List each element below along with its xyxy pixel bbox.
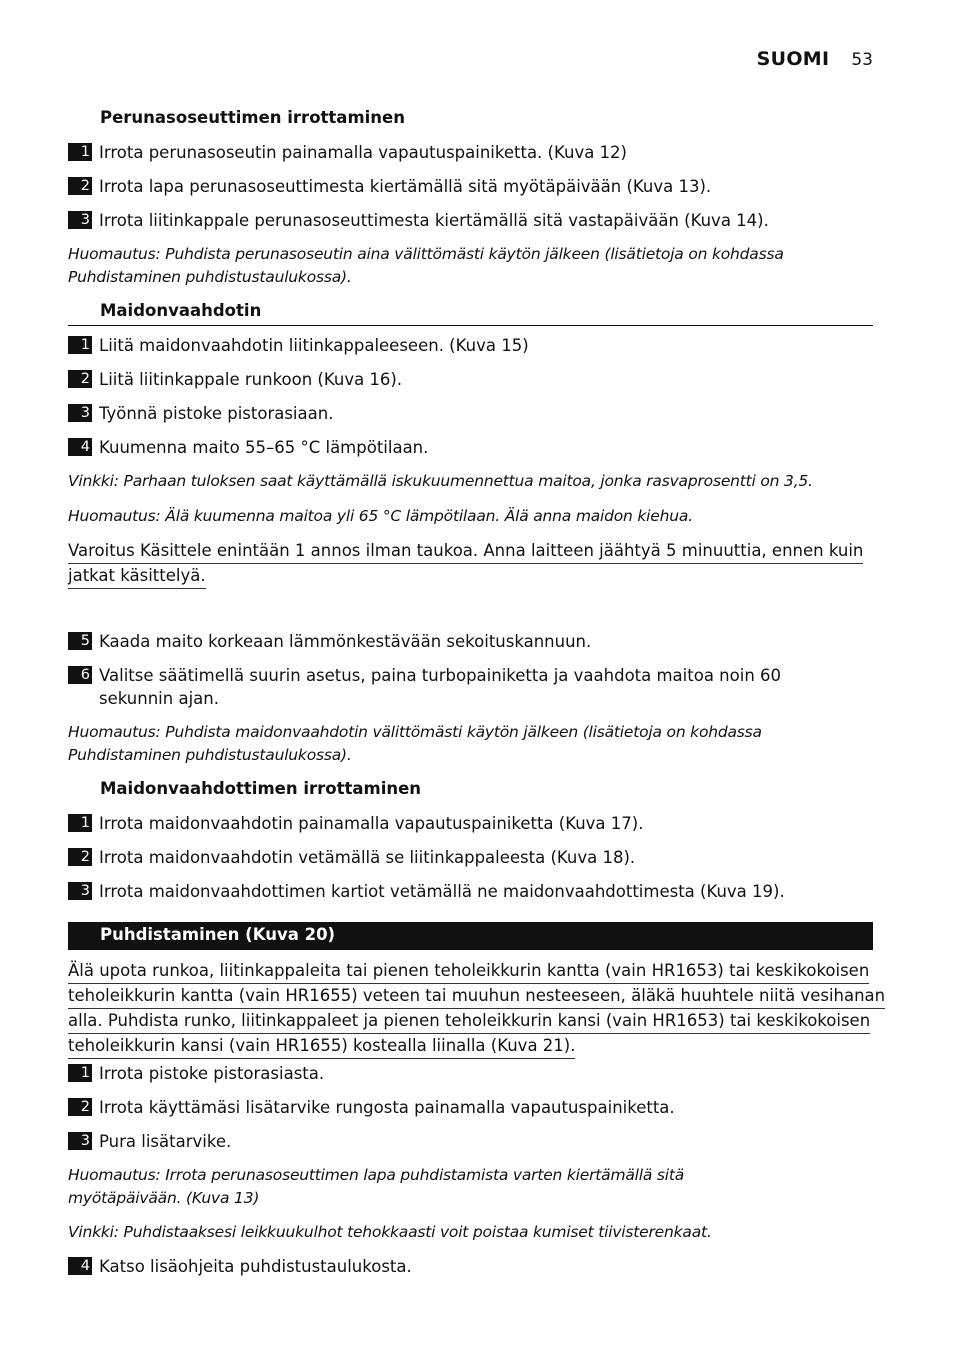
section-heading-potato-masher-removal: Perunasoseuttimen irrottaminen	[100, 108, 405, 127]
page-number: 53	[851, 50, 873, 70]
step-item	[68, 846, 873, 869]
step-text: Irrota käyttämäsi lisätarvike rungosta painamalla vapautuspainiketta.	[99, 1098, 675, 1117]
step-item	[68, 1130, 873, 1153]
step-text: Irrota maidonvaahdottimen kartiot vetämällä ne maidonvaahdottimesta (Kuva 19).	[99, 882, 785, 901]
note-text: Huomautus: Puhdista perunasoseutin aina välittömästi käytön jälkeen (lisätietoja on kohdassa Puhdistaminen puhdistustaulukossa).	[68, 245, 784, 286]
caution-line: teholeikkurin kansi (vain HR1655) kostealla liinalla (Kuva 21).	[68, 1034, 885, 1059]
warning-line: Varoitus Käsittele enintään 1 annos ilman taukoa. Anna laitteen jäähtyä 5 minuuttia, ennen kuin	[68, 539, 863, 564]
step-number: 1	[68, 1064, 92, 1082]
step-text: Irrota lapa perunasoseuttimesta kiertämällä sitä myötäpäivään (Kuva 13).	[99, 177, 712, 196]
step-text: Irrota maidonvaahdotin painamalla vapautuspainiketta (Kuva 17).	[99, 814, 644, 833]
step-text: Valitse säätimellä suurin asetus, paina turbopainiketta ja vaahdota maitoa noin 60 sekunnin ajan.	[99, 666, 782, 708]
step-item	[68, 664, 873, 710]
step-number: 3	[68, 1132, 92, 1150]
step-number: 3	[68, 882, 92, 900]
step-number: 5	[68, 632, 92, 650]
step-number: 3	[68, 211, 92, 229]
caution-text	[68, 959, 885, 1059]
step-text: Liitä liitinkappale runkoon (Kuva 16).	[99, 370, 403, 389]
step-text: Liitä maidonvaahdotin liitinkappaleeseen. (Kuva 15)	[99, 336, 529, 355]
step-text: Pura lisätarvike.	[99, 1132, 232, 1151]
step-item	[68, 368, 873, 391]
step-item	[68, 334, 873, 357]
step-text: Irrota pistoke pistorasiasta.	[99, 1064, 325, 1083]
step-item	[68, 436, 873, 459]
section-heading-text: Puhdistaminen (Kuva 20)	[100, 925, 336, 944]
step-number: 1	[68, 143, 92, 161]
step-text: Katso lisäohjeita puhdistustaulukosta.	[99, 1257, 412, 1276]
step-item	[68, 1062, 873, 1085]
page-header	[757, 48, 873, 72]
warning-text	[68, 539, 863, 589]
step-item	[68, 1255, 873, 1278]
caution-line: Älä upota runkoa, liitinkappaleita tai pienen teholeikkurin kantta (vain HR1653) tai keskikokoisen	[68, 959, 885, 984]
step-text: Työnnä pistoke pistorasiaan.	[99, 404, 334, 423]
language-label: SUOMI	[756, 48, 830, 70]
step-text: Kuumenna maito 55–65 °C lämpötilaan.	[99, 438, 429, 457]
step-number: 1	[68, 814, 92, 832]
step-text: Irrota liitinkappale perunasoseuttimesta kiertämällä sitä vastapäivään (Kuva 14).	[99, 211, 769, 230]
step-number: 2	[68, 848, 92, 866]
section-divider	[68, 325, 873, 326]
note-text: Huomautus: Irrota perunasoseuttimen lapa puhdistamista varten kiertämällä sitä myötäpäivään. (Kuva 13)	[68, 1166, 685, 1207]
step-number: 4	[68, 438, 92, 456]
step-number: 4	[68, 1257, 92, 1275]
step-item	[68, 141, 873, 164]
section-heading-milk-frother-removal: Maidonvaahdottimen irrottaminen	[100, 779, 422, 798]
step-text: Kaada maito korkeaan lämmönkestävään sekoituskannuun.	[99, 632, 592, 651]
step-number: 6	[68, 666, 92, 684]
step-item	[68, 209, 873, 232]
section-heading-cleaning	[68, 922, 873, 950]
step-item	[68, 175, 873, 198]
warning-line: jatkat käsittelyä.	[68, 564, 863, 589]
step-number: 2	[68, 1098, 92, 1116]
step-text: Irrota perunasoseutin painamalla vapautuspainiketta. (Kuva 12)	[99, 143, 627, 162]
step-number: 3	[68, 404, 92, 422]
step-number: 2	[68, 370, 92, 388]
note-text: Huomautus: Puhdista maidonvaahdotin välittömästi käytön jälkeen (lisätietoja on kohdassa Puhdistaminen puhdistustaulukossa).	[68, 723, 762, 764]
step-item	[68, 812, 873, 835]
step-item	[68, 1096, 873, 1119]
section-heading-milk-frother: Maidonvaahdotin	[100, 301, 262, 320]
caution-line: alla. Puhdista runko, liitinkappaleet ja pienen teholeikkurin kansi (vain HR1653) tai keskikokoisen	[68, 1009, 885, 1034]
step-item	[68, 880, 873, 903]
step-number: 1	[68, 336, 92, 354]
step-item	[68, 630, 873, 653]
tip-text: Vinkki: Puhdistaaksesi leikkuukulhot tehokkaasti voit poistaa kumiset tiivisterenkaat.	[68, 1223, 712, 1241]
step-item	[68, 402, 873, 425]
step-text: Irrota maidonvaahdotin vetämällä se liitinkappaleesta (Kuva 18).	[99, 848, 636, 867]
caution-line: teholeikkurin kantta (vain HR1655) veteen tai muuhun nesteeseen, äläkä huuhtele niitä vesihanan	[68, 984, 885, 1009]
tip-text: Vinkki: Parhaan tuloksen saat käyttämällä iskukuumennettua maitoa, jonka rasvaprosentti on 3,5.	[68, 472, 813, 490]
note-text: Huomautus: Älä kuumenna maitoa yli 65 °C lämpötilaan. Älä anna maidon kiehua.	[68, 507, 693, 525]
step-number: 2	[68, 177, 92, 195]
